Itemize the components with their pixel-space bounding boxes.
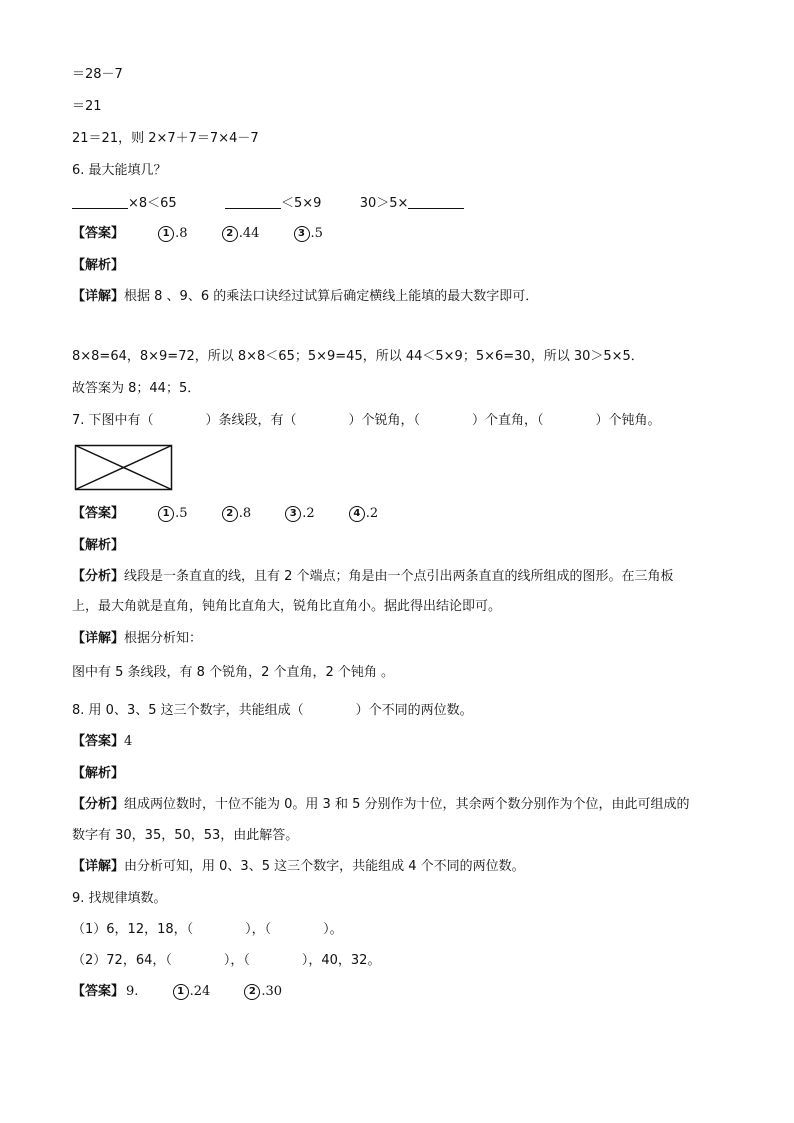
q6-expr-2: ＜5×9 (281, 196, 322, 211)
q6-blank-1 (72, 194, 128, 209)
q7-detail (72, 630, 202, 648)
answer-value: .30 (261, 984, 283, 999)
q9-title: 9. 找规律填数。 (72, 891, 167, 906)
detail-tag: 【详解】 (72, 859, 125, 874)
q8-answer (72, 733, 132, 751)
q9-answer (72, 983, 282, 1001)
q8-jiexi: 【解析】 (72, 766, 125, 781)
q8-analysis-2: 数字有 30，35，50，53，由此解答。 (72, 828, 299, 843)
q8-detail (72, 858, 525, 876)
answer-value: 4 (124, 734, 133, 749)
answer-prefix: 9. (126, 984, 139, 999)
answer-value: .2 (302, 506, 315, 521)
q6-calc-line: 8×8=64，8×9=72，所以 8×8＜65；5×9=45，所以 44＜5×9；5×6=30，所以 30＞5×5． (72, 349, 644, 364)
q6-conclusion: 故答案为 8；44；5． (72, 381, 201, 396)
q6-jiexi: 【解析】 (72, 258, 125, 273)
circled-number-icon: 3 (294, 226, 310, 242)
q8-analysis-1 (72, 796, 690, 814)
answer-value: .24 (189, 984, 211, 999)
circled-number-icon: 2 (244, 984, 260, 1000)
answer-value: .8 (238, 506, 252, 521)
answer-value: .5 (175, 506, 188, 521)
q7-rectangle-diagram (74, 444, 174, 492)
calc-line-2: ＝21 (72, 99, 102, 114)
q7-jiexi: 【解析】 (72, 538, 125, 553)
circled-number-icon: 1 (158, 506, 174, 522)
q6-expressions (72, 194, 464, 213)
answer-value: .2 (365, 506, 379, 521)
calc-line-1: ＝28－7 (72, 67, 123, 82)
q6-expr-1: ×8＜65 (128, 196, 177, 211)
answer-value: .44 (238, 226, 260, 241)
calc-line-3: 21＝21，则 2×7＋7＝7×4－7 (72, 131, 259, 146)
answer-tag: 【答案】 (72, 226, 125, 241)
q6-blank-2 (225, 194, 281, 209)
q7-title: 7. 下图中有（ ）条线段，有（ ）个锐角，（ ）个直角，（ ）个钝角。 (72, 413, 661, 428)
q7-answer (72, 505, 378, 523)
q8-title: 8. 用 0、3、5 这三个数字，共能组成（ ）个不同的两位数。 (72, 703, 473, 718)
q7-analysis-1 (72, 568, 674, 586)
detail-text: 根据 8 、9、6 的乘法口诀经过试算后确定横线上能填的最大数字即可． (124, 289, 539, 304)
q9-sequence-2: （2）72，64，（ ），（ ），40，32。 (72, 953, 381, 968)
analysis-tag: 【分析】 (72, 797, 125, 812)
q6-answer (72, 225, 323, 243)
q6-expr-3: 30＞5× (359, 196, 409, 211)
analysis-text: 组成两位数时，十位不能为 0。用 3 和 5 分别作为十位，其余两个数分别作为个位，由此可组成的 (124, 797, 690, 812)
answer-value: .8 (175, 226, 188, 241)
analysis-text: 线段是一条直直的线，且有 2 个端点；角是由一个点引出两条直直的线所组成的图形。在三角板 (124, 569, 674, 584)
analysis-tag: 【分析】 (72, 569, 125, 584)
q7-detail-2: 图中有 5 条线段，有 8 个锐角，2 个直角，2 个钝角 。 (72, 665, 395, 680)
detail-tag: 【详解】 (72, 631, 125, 646)
answer-tag: 【答案】 (72, 984, 125, 999)
answer-value: .5 (310, 226, 323, 241)
circled-number-icon: 3 (285, 506, 301, 522)
q6-blank-3 (408, 194, 464, 209)
circled-number-icon: 2 (222, 226, 238, 242)
q6-detail (72, 288, 538, 306)
detail-tag: 【详解】 (72, 289, 125, 304)
detail-text: 由分析可知，用 0、3、5 这三个数字，共能组成 4 个不同的两位数。 (124, 859, 525, 874)
q6-title: 6. 最大能填几？ (72, 163, 167, 178)
circled-number-icon: 4 (349, 506, 365, 522)
q9-sequence-1: （1）6，12，18，（ ），（ ）。 (72, 922, 343, 937)
circled-number-icon: 1 (173, 984, 189, 1000)
circled-number-icon: 2 (222, 506, 238, 522)
answer-tag: 【答案】 (72, 506, 125, 521)
detail-text: 根据分析知： (124, 631, 203, 646)
q7-analysis-2: 上，最大角就是直角，钝角比直角大，锐角比直角小。据此得出结论即可。 (72, 599, 502, 614)
circled-number-icon: 1 (158, 226, 174, 242)
answer-tag: 【答案】 (72, 734, 125, 749)
